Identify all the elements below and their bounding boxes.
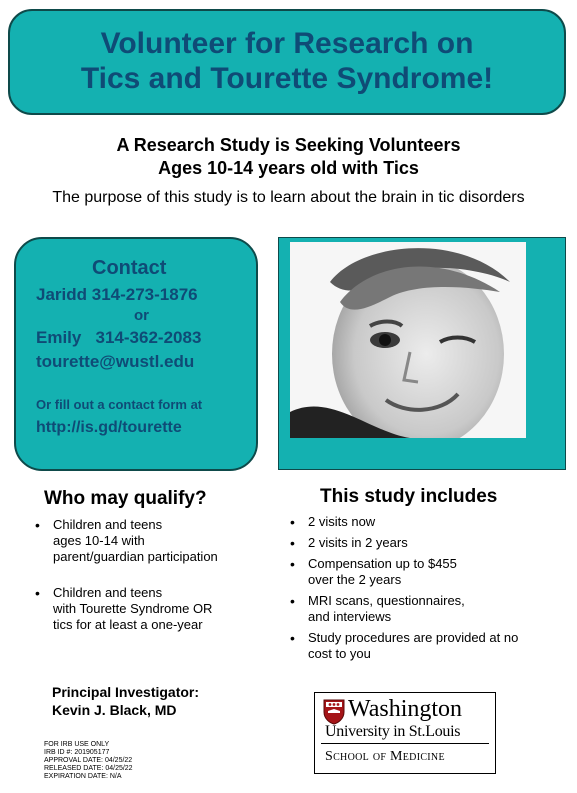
includes-item <box>288 535 568 551</box>
logo-school: School of Medicine <box>325 749 445 764</box>
pi-name: Kevin J. Black, MD <box>52 702 177 718</box>
qualify-item <box>33 517 273 565</box>
qualify-title: Who may qualify? <box>44 488 207 509</box>
includes-title: This study includes <box>320 486 498 507</box>
boy-photo <box>290 242 526 438</box>
subheading-line2: Ages 10-14 years old with Tics <box>158 158 419 178</box>
title-banner <box>8 9 566 115</box>
wustl-logo <box>314 692 496 774</box>
includes-item-line: • Study procedures are provided at no <box>308 630 519 645</box>
qualify-item-line: with Tourette Syndrome OR <box>53 601 213 616</box>
includes-item <box>288 593 568 625</box>
qualify-item-line: • Children and teens <box>53 517 163 532</box>
banner-title-line2: Tics and Tourette Syndrome! <box>80 62 494 95</box>
irb-line: FOR IRB USE ONLY <box>44 741 110 748</box>
includes-item-line: over the 2 years <box>308 572 402 587</box>
includes-item-line: • MRI scans, questionnaires, <box>308 593 465 608</box>
irb-line: EXPIRATION DATE: N/A <box>44 773 122 780</box>
includes-item-line: cost to you <box>308 646 371 661</box>
qualify-item-line: tics for at least a one-year <box>53 617 203 632</box>
qualify-item-line: • Children and teens <box>53 585 163 600</box>
pi-label: Principal Investigator: <box>52 684 200 700</box>
includes-item <box>288 514 568 530</box>
includes-item <box>288 630 568 662</box>
includes-item-line: and interviews <box>308 609 392 624</box>
logo-washington: Washington <box>348 696 463 722</box>
subheading-line1: A Research Study is Seeking Volunteers <box>116 135 461 155</box>
logo-divider <box>321 743 489 744</box>
contact-box <box>14 237 258 471</box>
includes-item-line: • 2 visits in 2 years <box>308 535 408 550</box>
includes-list <box>288 514 568 662</box>
includes-item-line: • Compensation up to $455 <box>308 556 457 571</box>
university-shield-icon <box>323 699 345 725</box>
contact-phone-emily[interactable]: Emily 314-362-2083 <box>36 328 202 347</box>
contact-email-link[interactable]: tourette@wustl.edu <box>36 352 195 371</box>
logo-university: University in St.Louis <box>325 723 461 740</box>
irb-line: RELEASED DATE: 04/25/22 <box>44 765 133 772</box>
photo-frame <box>278 237 566 470</box>
qualify-item <box>33 585 273 633</box>
contact-form-link[interactable]: http://is.gd/tourette <box>36 419 182 436</box>
qualify-list <box>33 517 273 633</box>
purpose-statement: The purpose of this study is to learn about the brain in tic disorders <box>52 189 525 206</box>
qualify-item-line: ages 10-14 with <box>53 533 145 548</box>
contact-phone-jaridd[interactable]: Jaridd 314-273-1876 <box>36 285 198 304</box>
contact-title: Contact <box>92 257 167 279</box>
contact-form-text: Or fill out a contact form at <box>36 397 203 412</box>
contact-or: or <box>134 307 149 324</box>
includes-item <box>288 556 568 588</box>
irb-line: IRB ID #: 201905177 <box>44 749 110 756</box>
irb-line: APPROVAL DATE: 04/25/22 <box>44 757 133 764</box>
boy-portrait-image <box>290 242 526 438</box>
includes-item-line: • 2 visits now <box>308 514 376 529</box>
qualify-item-line: parent/guardian participation <box>53 549 218 564</box>
banner-title-line1: Volunteer for Research on <box>100 27 474 60</box>
